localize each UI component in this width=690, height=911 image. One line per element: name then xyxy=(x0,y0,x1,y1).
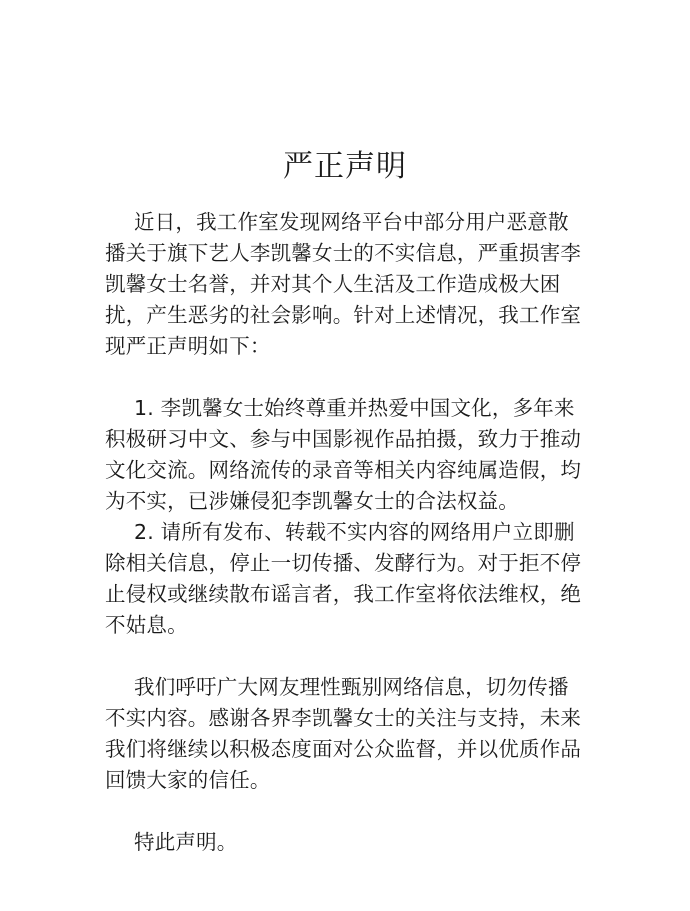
statement-title: 严正声明 xyxy=(283,149,407,184)
appeal-line-1: 我们呼吁广大网友理性甄别网络信息，切勿传播 xyxy=(134,675,569,699)
point1-line-2: 积极研习中文、参与中国影视作品拍摄，致力于推动 xyxy=(105,427,582,451)
point2-line-3: 止侵权或继续散布谣言者，我工作室将依法维权，绝 xyxy=(105,582,582,606)
point2-line-2: 除相关信息，停止一切传播、发酵行为。对于拒不停 xyxy=(105,551,582,575)
intro-line-3: 凯馨女士名誉，并对其个人生活及工作造成极大困 xyxy=(105,272,561,296)
appeal-line-3: 我们将继续以积极态度面对公众监督，并以优质作品 xyxy=(105,737,582,761)
closing-line: 特此声明。 xyxy=(134,830,238,854)
intro-line-1: 近日，我工作室发现网络平台中部分用户恶意散 xyxy=(134,210,569,234)
intro-line-2: 播关于旗下艺人李凯馨女士的不实信息，严重损害李 xyxy=(105,241,582,265)
appeal-line-4: 回馈大家的信任。 xyxy=(105,768,271,792)
point2-line-1: 2. 请所有发布、转载不实内容的网络用户立即删 xyxy=(134,520,575,544)
point1-line-1: 1. 李凯馨女士始终尊重并热爱中国文化，多年来 xyxy=(134,396,575,420)
point2-line-4: 不姑息。 xyxy=(105,613,188,637)
intro-line-5: 现严正声明如下： xyxy=(105,334,271,358)
intro-line-4: 扰，产生恶劣的社会影响。针对上述情况，我工作室 xyxy=(105,303,582,327)
point1-line-4: 为不实，已涉嫌侵犯李凯馨女士的合法权益。 xyxy=(105,489,519,513)
point1-line-3: 文化交流。网络流传的录音等相关内容纯属造假，均 xyxy=(105,458,582,482)
appeal-line-2: 不实内容。感谢各界李凯馨女士的关注与支持，未来 xyxy=(105,706,582,730)
